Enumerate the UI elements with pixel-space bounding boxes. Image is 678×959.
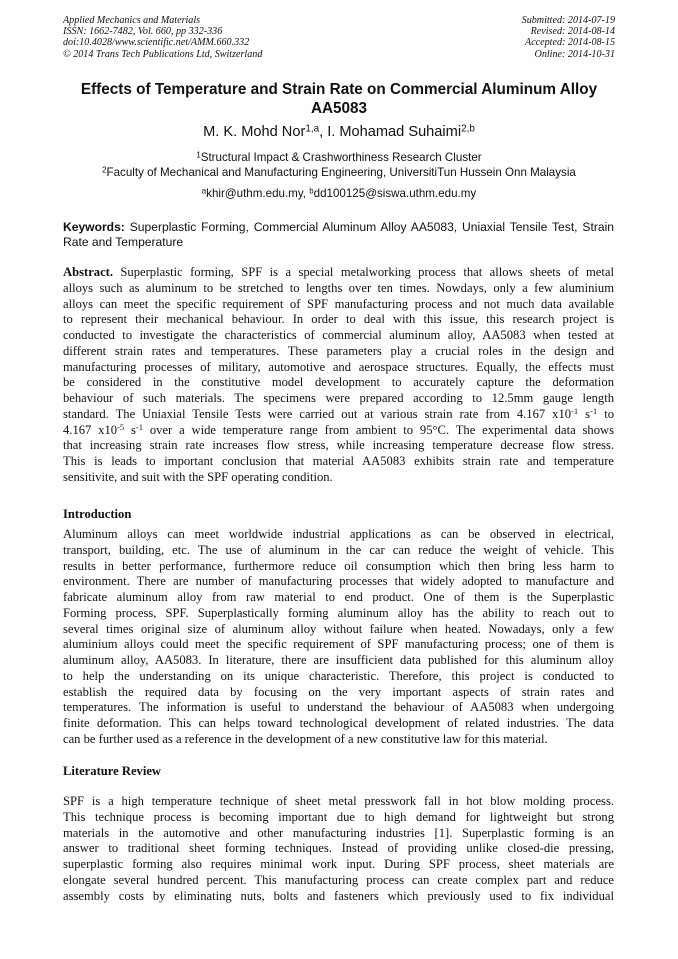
date-revised: Revised: 2014-08-14 <box>530 26 615 38</box>
abstract-line-12: that increasing strain rate increases flow stress, while increasing temperature decrease flow stress. <box>63 438 614 453</box>
introduction-line: Aluminum alloys can meet worldwide industrial applications as can be observed in electrical, <box>63 527 614 541</box>
abstract-line-5: conducted to investigate the characteristics of commercial aluminum alloy, AA5083 when tested at <box>63 328 614 342</box>
date-accepted: Accepted: 2014-08-15 <box>525 37 615 49</box>
paper-title-line-2: AA5083 <box>310 100 368 117</box>
journal-issn: ISSN: 1662-7482, Vol. 660, pp 332-336 <box>63 26 223 38</box>
author-1: M. K. Mohd Nor <box>203 124 306 140</box>
abstract-line-10-b: s <box>578 406 591 421</box>
date-submitted: Submitted: 2014-07-19 <box>521 15 615 26</box>
literature-review-line: This technique process is becoming important due to high demand for lightweight but strong <box>63 809 614 824</box>
introduction-line: environment. There are number of manufacturing processes that widely adopted to manufacture and <box>63 574 614 589</box>
author-separator: , <box>319 124 328 140</box>
abstract-line-10-c: to <box>597 406 614 421</box>
abstract-line-11-b: s <box>124 422 136 437</box>
paper-title-line-1: Effects of Temperature and Strain Rate on Commercial Aluminum Alloy <box>80 81 598 98</box>
email-b-marker: b <box>309 186 314 196</box>
introduction-line: results in better performance, furthermore reduce oil consumption which then bring less harm to <box>63 558 614 573</box>
affiliation-2-marker: 2 <box>102 165 107 175</box>
abstract-line-11-exp-1: -5 <box>117 421 125 432</box>
abstract-line-10-exp-1: -1 <box>571 405 579 416</box>
abstract-line-10-a: standard. The Uniaxial Tensile Tests were carried out at various strain rate from 4.167 x10 <box>63 406 572 421</box>
journal-name: Applied Mechanics and Materials <box>63 15 201 26</box>
abstract-line-6: different strain rates and temperatures. These parameters play a crucial roles in the design and <box>63 343 614 358</box>
author-list <box>40 123 638 141</box>
literature-review-line: answer to traditional sheet forming techniques. Instead of providing unlike closed-die pressing, <box>63 841 614 856</box>
introduction-line: transport, building, etc. The use of aluminum in the car can reduce the weight of vehicle. This <box>63 542 614 557</box>
keywords-label: Keywords: <box>63 220 125 234</box>
abstract-line-9: behaviour of such materials. The specimens were prepared according to 12.5mm gauge length <box>63 391 614 405</box>
section-heading-literature-review: Literature Review <box>63 764 162 778</box>
email-a-link[interactable]: khir@uthm.edu.my, <box>206 187 310 200</box>
abstract <box>63 265 614 486</box>
section-heading-introduction: Introduction <box>63 507 132 521</box>
abstract-line-2: alloys such as aluminum to be stretched to lengths over ten times. Nowdays, only a few aluminium <box>63 280 614 295</box>
abstract-line-4: to represent their mechanical behaviour. In order to deal with this issue, this research project is <box>63 312 614 327</box>
introduction-line: establish the required data by focusing on the very important aspects of strain rates and <box>63 684 614 699</box>
abstract-line-1-text: Superplastic forming, SPF is a special metalworking process that allows sheets of metal <box>113 265 614 279</box>
introduction-line: can be further used as a reference in the development of a new constitutive law for this material. <box>63 731 548 746</box>
journal-header-left <box>63 15 262 60</box>
affiliation-1 <box>20 150 658 165</box>
affiliation-1-text: Structural Impact & Crashworthiness Research Cluster <box>200 151 482 164</box>
introduction-body <box>63 527 614 748</box>
abstract-line-8: be considered in the constitutive model development to accurately capture the deformation <box>63 375 614 390</box>
introduction-line: several times original size of aluminum alloy without failure when heated. Nowadays, only a few <box>63 621 614 636</box>
abstract-line-3: alloys can meet the specific requirement of SPF manufacturing process and not much data available <box>63 296 614 311</box>
abstract-line-14: sensitivite, and suit with the SPF operating condition. <box>63 469 333 484</box>
affiliation-2-text: Faculty of Mechanical and Manufacturing Engineering, UniversitiTun Hussein Onn Malaysia <box>106 166 576 179</box>
abstract-line-11-exp-2: -1 <box>135 421 144 432</box>
abstract-line-11 <box>63 423 614 439</box>
date-online: Online: 2014-10-31 <box>534 48 615 60</box>
abstract-line-10 <box>63 407 614 423</box>
abstract-line-11-c: over a wide temperature range from ambient to 95°C. The experimental data shows <box>143 422 614 437</box>
abstract-line-1 <box>63 265 614 281</box>
author-2: I. Mohamad Suhaimi <box>327 124 462 140</box>
keywords <box>63 220 614 250</box>
author-emails <box>20 186 658 201</box>
introduction-line: fabricate aluminum alloy from raw material to end product. One of them is the Superplastic <box>63 590 614 604</box>
affiliation-2 <box>20 165 658 180</box>
journal-header-right <box>522 15 615 60</box>
introduction-line: aluminum alloy, AA5083. In literature, there are insufficient data published for this aluminum alloy <box>63 653 614 667</box>
author-2-marker: 2,b <box>461 123 475 135</box>
abstract-line-7: manufacturing processes of military, automotive and aerospace structures. Equally, the effects must <box>63 359 614 374</box>
keywords-text: Superplastic Forming, Commercial Aluminum Alloy AA5083, Uniaxial Tensile Test, Strain Rate and Temperature <box>63 220 614 249</box>
introduction-line: finite deformation. This can helps toward technological development of related industries. The data <box>63 716 614 730</box>
introduction-line: Forming process, SPF. Superplastically forming aluminum alloy has the ability to reach out to <box>63 605 614 620</box>
literature-review-line: elongate several hundred percent. This manufacturing process can create complex part and reduce <box>63 872 614 887</box>
abstract-line-10-exp-2: -1 <box>590 405 598 416</box>
introduction-line: aluminium alloys could meet the specific requirement of SPF manufacturing process; one of them is <box>63 637 614 652</box>
literature-review-line: assembly costs by eliminating nuts, bolts and fasteners which previously used to fix individual <box>63 888 614 903</box>
email-a-marker: a <box>201 186 207 196</box>
literature-review-body <box>63 794 614 904</box>
literature-review-line: superplastic forming also requires minimal work input. During SPF process, sheet materials are <box>63 857 614 871</box>
journal-copyright: © 2014 Trans Tech Publications Ltd, Switzerland <box>63 48 263 60</box>
affiliation-1-marker: 1 <box>196 150 201 160</box>
abstract-line-11-a: 4.167 x10 <box>63 422 118 437</box>
abstract-line-13: This is leads to important conclusion that material AA5083 exhibits strain rate and temperature <box>63 454 614 468</box>
literature-review-line: SPF is a high temperature technique of sheet metal presswork fall in hot blow molding process. <box>63 794 614 808</box>
abstract-label: Abstract. <box>63 265 114 279</box>
literature-review-line: materials in the automotive and other manufacturing industries [1]. Superplastic forming is an <box>63 825 614 840</box>
introduction-line: to help the understanding on its unique characteristic. Therefore, this project is conducted to <box>63 668 614 683</box>
introduction-line: temperatures. The information is useful to understand the behaviour of AA5083 when undergoing <box>63 700 614 715</box>
journal-doi: doi:10.4028/www.scientific.net/AMM.660.332 <box>63 37 250 49</box>
paper-title <box>40 80 638 118</box>
email-b-link[interactable]: dd100125@siswa.uthm.edu.my <box>313 187 477 200</box>
author-1-marker: 1,a <box>305 123 320 135</box>
